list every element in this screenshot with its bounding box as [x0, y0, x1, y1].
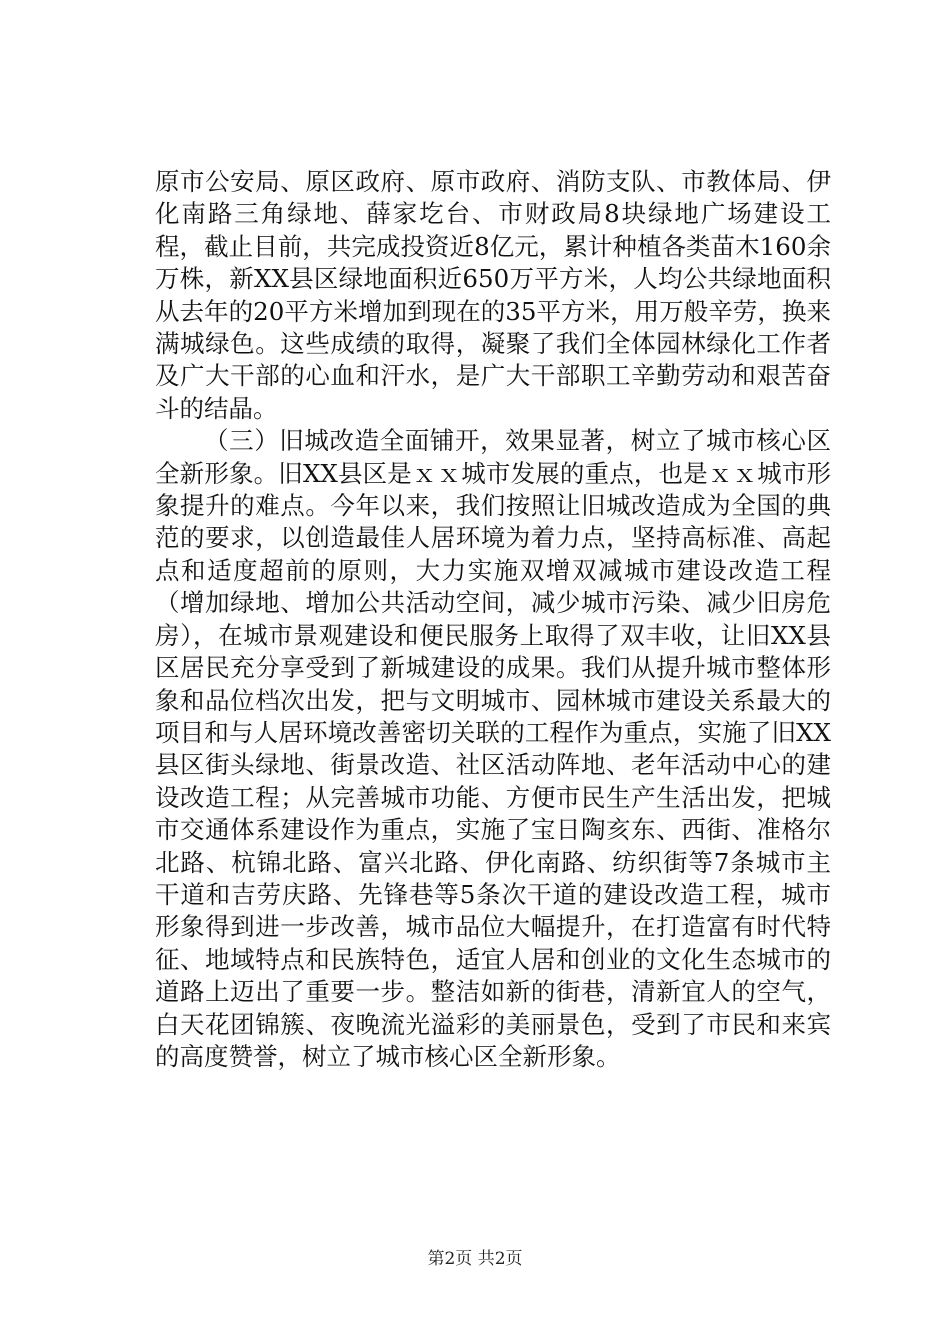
paragraph-old-city-renovation: （三）旧城改造全面铺开，效果显著，树立了城市核心区全新形象。旧XX县区是ｘｘ城市发展的重点，也是ｘｘ城市形象提升的难点。今年以来，我们按照让旧城改造成为全国的典范的要求，以创造最佳人居环境为着力点，坚持高标准、高起点和适度超前的原则，大力实施双增双减城市建设改造工程（增加绿地、增加公共活动空间，减少城市污染、减少旧房危房），在城市景观建设和便民服务上取得了双丰收，让旧XX县区居民充分享受到了新城建设的成果。我们从提升城市整体形象和品位档次出发，把与文明城市、园林城市建设关系最大的项目和与人居环境改善密切关联的工程作为重点，实施了旧XX县区街头绿地、街景改造、社区活动阵地、老年活动中心的建设改造工程；从完善城市功能、方便市民生产生活出发，把城市交通体系建设作为重点，实施了宝日陶亥东、西街、准格尔北路、杭锦北路、富兴北路、伊化南路、纺织街等7条城市主干道和吉劳庆路、先锋巷等5条次干道的建设改造工程，城市形象得到进一步改善，城市品位大幅提升，在打造富有时代特征、地域特点和民族特色，适宜人居和创业的文化生态城市的道路上迈出了重要一步。整洁如新的街巷，清新宜人的空气，白天花团锦簇、夜晚流光溢彩的美丽景色，受到了市民和来宾的高度赞誉，树立了城市核心区全新形象。 — [155, 426, 831, 1071]
page-footer: 第2页 共2页 — [427, 1249, 523, 1269]
paragraph-continued: 原市公安局、原区政府、原市政府、消防支队、市教体局、伊化南路三角绿地、薛家圪台、市财政局8块绿地广场建设工程，截止目前，共完成投资近8亿元，累计种植各类苗木160余万株，新XX县区绿地面积近650万平方米，人均公共绿地面积从去年的20平方米增加到现在的35平方米，用万般辛劳，换来满城绿色。这些成绩的取得，凝聚了我们全体园林绿化工作者及广大干部的心血和汗水，是广大干部职工辛勤劳动和艰苦奋斗的结晶。 — [155, 167, 831, 423]
document-body — [155, 166, 831, 1073]
